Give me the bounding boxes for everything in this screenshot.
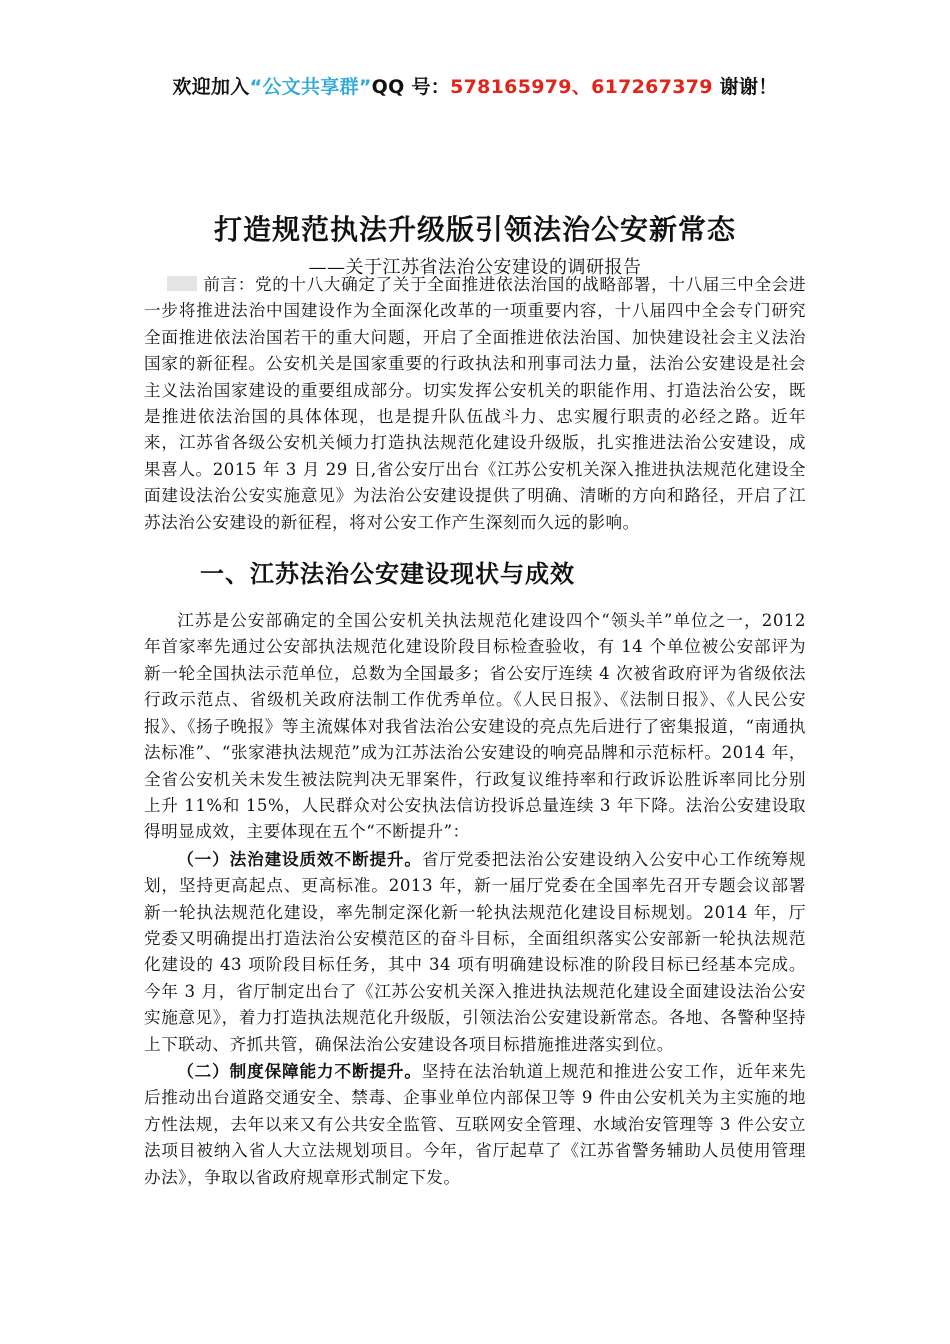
document-subtitle: ——关于江苏省法治公安建设的调研报告 xyxy=(308,257,642,278)
header-banner xyxy=(0,72,950,99)
banner-qq-label: QQ 号： xyxy=(371,76,451,98)
section-paragraph: 江苏是公安部确定的全国公安机关执法规范化建设四个“领头羊”单位之一，2012 年首家率先通过公安部执法规范化建设阶段目标检查验收，有 14 个单位被公安部评为新一轮全国执法示范单位，总数为全国最多；省公安厅连续 4 次被省政府评为省级依法行政示范点、省级机关政府法制工作优秀单位。《人民日报》、《法制日报》、《人民公安报》、《扬子晚报》等主流媒体对我省法治公安建设的亮点先后进行了密集报道，“南通执法标准”、“张家港执法规范”成为江苏法治公安建设的响亮品牌和示范标杆。2014 年，全省公安机关未发生被法院判决无罪案件，行政复议维持率和行政诉讼胜诉率同比分别上升 11%和 15%，人民群众对公安执法信访投诉总量连续 3 年下降。法治公安建设取得明显成效，主要体现在五个“不断提升”： xyxy=(144,611,806,842)
banner-suffix: 谢谢！ xyxy=(712,76,778,98)
preface-text: 前言：党的十八大确定了关于全面推进依法治国的战略部署，十八届三中全会进一步将推进法治中国建设作为全面深化改革的一项重要内容，十八届四中全会专门研究全面推进依法治国若干的重大问题，开启了全面推进依法治国、加快建设社会主义法治国家的新征程。公安机关是国家重要的行政执法和刑事司法力量，法治公安建设是社会主义法治国家建设的重要组成部分。切实发挥公安机关的职能作用、打造法治公安，既是推进依法治国的具体体现，也是提升队伍战斗力、忠实履行职责的必经之路。近年来，江苏省各级公安机关倾力打造执法规范化建设升级版，扎实推进法治公安建设，成果喜人。2015 年 3 月 29 日,省公安厅出台《江苏公安机关深入推进执法规范化建设全面建设法治公安实施意见》为法治公安建设提供了明确、清晰的方向和路径，开启了江苏法治公安建设的新征程，将对公安工作产生深刻而久远的影响。 xyxy=(144,275,806,532)
subsection-heading: （二）制度保障能力不断提升。 xyxy=(177,1060,422,1081)
section-paragraph xyxy=(144,1058,806,1191)
subsection-heading: （一）法治建设质效不断提升。 xyxy=(177,848,422,869)
preface-paragraph xyxy=(144,272,806,536)
paragraph-text: 坚持在法治轨道上规范和推进公安工作，近年来先后推动出台道路交通安全、禁毒、企事业单位内部保卫等 9 件由公安机关为主实施的地方性法规，去年以来又有公共安全监管、互联网安全管理、水域治安管理等 3 件公安立法项目被纳入省人大立法规划项目。今年，省厅起草了《江苏省警务辅助人员使用管理办法》，争取以省政府规章形式制定下发。 xyxy=(144,1061,806,1187)
highlight-mark xyxy=(167,276,197,291)
document-body xyxy=(144,272,806,1191)
banner-group-name: “公文共享群” xyxy=(249,76,372,98)
paragraph-text: 省厅党委把法治公安建设纳入公安中心工作统筹规划，坚持更高起点、更高标准。2013 年，新一届厅党委在全国率先召开专题会议部署新一轮执法规范化建设，率先制定深化新一轮执法规范化建设目标规划。2014 年，厅党委又明确提出打造法治公安模范区的奋斗目标，全面组织落实公安部新一轮执法规范化建设的 43 项阶段目标任务，其中 34 项有明确建设标准的阶段目标已经基本完成。今年 3 月，省厅制定出台了《江苏公安机关深入推进执法规范化建设全面建设法治公安实施意见》，着力打造执法规范化升级版，引领法治公安建设新常态。各地、各警种坚持上下联动、齐抓共管，确保法治公安建设各项目标措施推进落实到位。 xyxy=(144,849,806,1054)
banner-qq-numbers: 578165979、617267379 xyxy=(450,76,713,98)
document-title: 打造规范执法升级版引领法治公安新常态 xyxy=(213,213,736,246)
banner-prefix: 欢迎加入 xyxy=(172,76,250,98)
section-paragraph xyxy=(144,846,806,1058)
section-heading: 一、江苏法治公安建设现状与成效 xyxy=(200,560,575,589)
